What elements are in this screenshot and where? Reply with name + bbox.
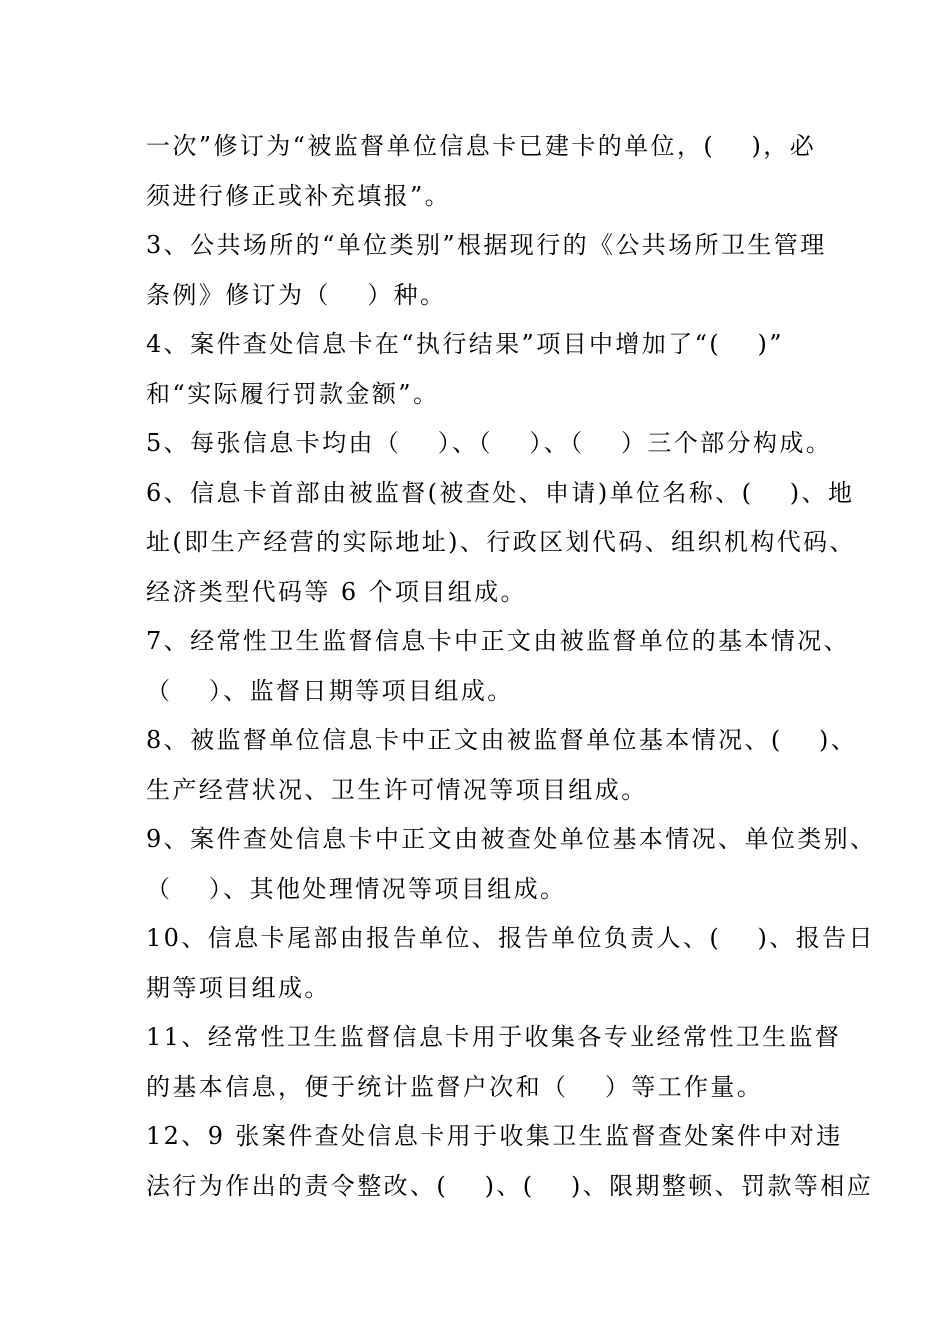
question-12-line: 12、9 张案件查处信息卡用于收集卫生监督查处案件中对违 [146,1122,843,1150]
question-5-line: 5、每张信息卡均由（ ）、（ ）、（ ）三个部分构成。 [146,429,833,457]
text-line: 经济类型代码等 6 个项目组成。 [146,577,527,606]
question-11-line: 11、经常性卫生监督信息卡用于收集各专业经常性卫生监督 [146,1023,842,1051]
question-3-line: 3、公共场所的“单位类别”根据现行的《公共场所卫生管理 [146,231,827,259]
text-line: 和“实际履行罚款金额”。 [146,379,440,408]
text-line: 期等项目组成。 [146,973,331,1002]
question-9-line: 9、案件查处信息卡中正文由被查处单位基本情况、单位类别、 [146,825,877,853]
question-6-line: 6、信息卡首部由被监督(被查处、申请)单位名称、( )、地 [146,478,855,507]
text-line: 生产经营状况、卫生许可情况等项目组成。 [146,775,648,804]
text-line: （ ）、监督日期等项目组成。 [146,676,514,705]
text-line: 法行为作出的责令整改、( )、( )、限期整顿、罚款等相应 [146,1171,874,1200]
question-7-line: 7、经常性卫生监督信息卡中正文由被监督单位的基本情况、 [146,627,851,655]
question-4-line: 4、案件查处信息卡在“执行结果”项目中增加了“( )” [146,330,784,358]
document-body [146,122,877,1211]
text-line: （ ）、其他处理情况等项目组成。 [146,874,567,903]
text-line: 址(即生产经营的实际地址)、行政区划代码、组织机构代码、 [146,528,856,556]
text-line: 一次”修订为“被监督单位信息卡已建卡的单位，( )，必 [146,132,817,160]
question-8-line: 8、被监督单位信息卡中正文由被监督单位基本情况、( )、 [146,726,858,754]
text-line: 条例》修订为（ ）种。 [146,280,447,309]
question-10-line: 10、信息卡尾部由报告单位、报告单位负责人、( )、报告日 [146,924,875,952]
text-line: 的基本信息，便于统计监督户次和（ ）等工作量。 [146,1072,764,1101]
text-line: 须进行修正或补充填报”。 [146,181,452,210]
